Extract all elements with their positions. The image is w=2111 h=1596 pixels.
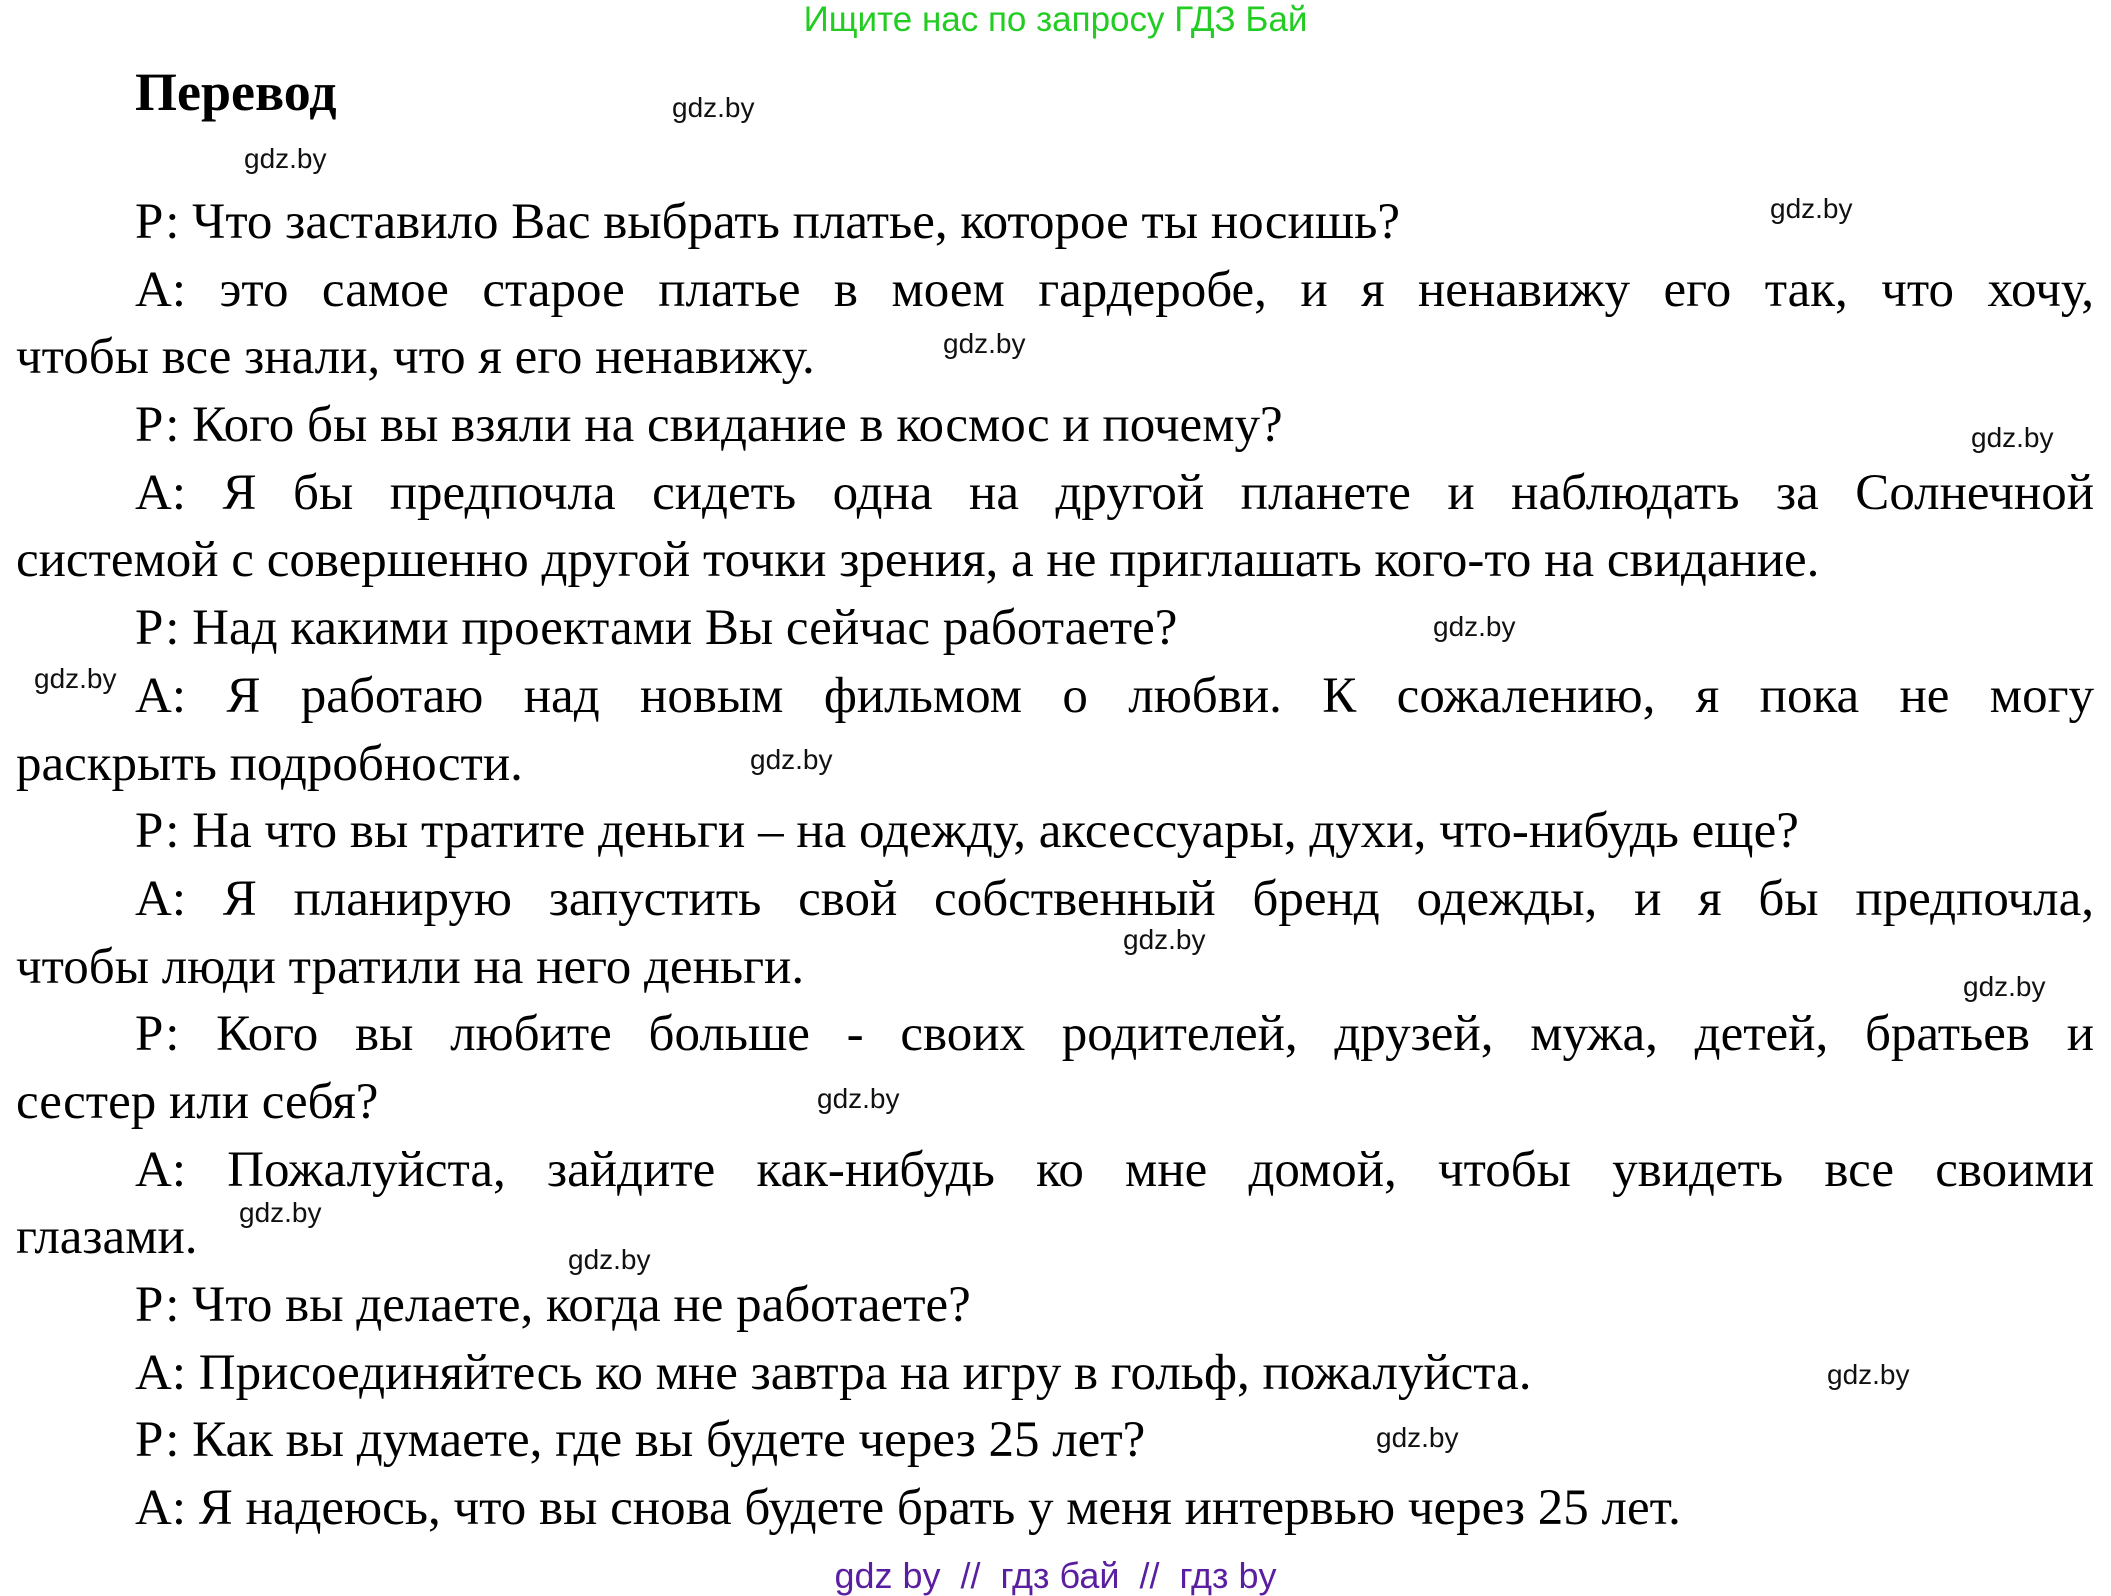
- paragraph: [16, 1272, 2094, 1340]
- watermark: gdz.by: [750, 744, 833, 775]
- watermark: gdz.by: [1123, 924, 1206, 955]
- watermark: gdz.by: [34, 663, 117, 694]
- text-line: А: Я надеюсь, что вы снова будете брать у меня интервью через 25 лет.: [135, 1480, 1681, 1537]
- text-line: чтобы люди тратили на него деньги.: [16, 938, 805, 995]
- text-line: Р: Как вы думаете, где вы будете через 25 лет?: [135, 1412, 1146, 1469]
- watermark: gdz.by: [1433, 611, 1516, 642]
- text-line: Р: Что вы делаете, когда не работаете?: [135, 1277, 971, 1333]
- watermark: gdz.by: [239, 1197, 322, 1228]
- paragraph: [16, 1475, 2094, 1543]
- footer-links: gdz by // гдз бай // гдз by: [834, 1555, 1277, 1596]
- watermark: gdz.by: [244, 143, 327, 174]
- text-line: А: Я бы предпочла сидеть одна на другой планете и наблюдать за Солнечной: [135, 464, 2094, 521]
- watermark: gdz.by: [1376, 1422, 1459, 1453]
- watermark: gdz.by: [943, 328, 1026, 359]
- search-hint-banner: Ищите нас по запросу ГДЗ Бай: [803, 0, 1308, 39]
- text-line: сестер или себя?: [16, 1073, 379, 1130]
- watermark: gdz.by: [672, 92, 755, 123]
- text-line: глазами.: [16, 1209, 198, 1266]
- watermark: gdz.by: [1827, 1359, 1910, 1390]
- paragraph: [16, 1001, 2094, 1136]
- text-line: Р: На что вы тратите деньги – на одежду, аксессуары, духи, что-нибудь еще?: [135, 803, 1799, 860]
- paragraph: [16, 663, 2094, 798]
- text-line: А: Пожалуйста, зайдите как-нибудь ко мне домой, чтобы увидеть все своими: [135, 1141, 2094, 1198]
- watermark: gdz.by: [1963, 971, 2046, 1002]
- watermark: gdz.by: [568, 1244, 651, 1275]
- text-line: А: Я планирую запустить свой собственный бренд одежды, и я бы предпочла,: [135, 870, 2094, 927]
- text-line: раскрыть подробности.: [16, 735, 523, 792]
- watermark: gdz.by: [1971, 422, 2054, 453]
- paragraph: [16, 1340, 2094, 1408]
- text-line: А: Присоединяйтесь ко мне завтра на игру в гольф, пожалуйста.: [135, 1344, 1532, 1401]
- text-line: Р: Что заставило Вас выбрать платье, которое ты носишь?: [135, 194, 1401, 250]
- text-line: Р: Кого вы любите больше - своих родителей, друзей, мужа, детей, братьев и: [135, 1006, 2094, 1063]
- paragraph: [16, 866, 2094, 1001]
- paragraph: [16, 1137, 2094, 1272]
- text-line: Р: Над какими проектами Вы сейчас работаете?: [135, 600, 1178, 657]
- text-line: А: Я работаю над новым фильмом о любви. К сожалению, я пока не могу: [135, 667, 2094, 724]
- watermark: gdz.by: [1770, 193, 1853, 224]
- text-line: А: это самое старое платье в моем гардеробе, и я ненавижу его так, что хочу,: [135, 261, 2094, 318]
- text-line: системой с совершенно другой точки зрения, а не приглашать кого-то на свидание.: [16, 532, 1820, 589]
- paragraph: [16, 392, 2094, 460]
- paragraph: [16, 595, 2094, 663]
- paragraph: [16, 798, 2094, 866]
- text-line: чтобы все знали, что я его ненавижу.: [16, 329, 815, 386]
- text-line: Р: Кого бы вы взяли на свидание в космос и почему?: [135, 397, 1283, 454]
- paragraph: [16, 1407, 2094, 1475]
- watermark: gdz.by: [817, 1083, 900, 1114]
- paragraph: [16, 460, 2094, 595]
- paragraph: [16, 257, 2094, 392]
- translation-text: [16, 189, 2094, 1543]
- page-title: Перевод: [135, 62, 337, 122]
